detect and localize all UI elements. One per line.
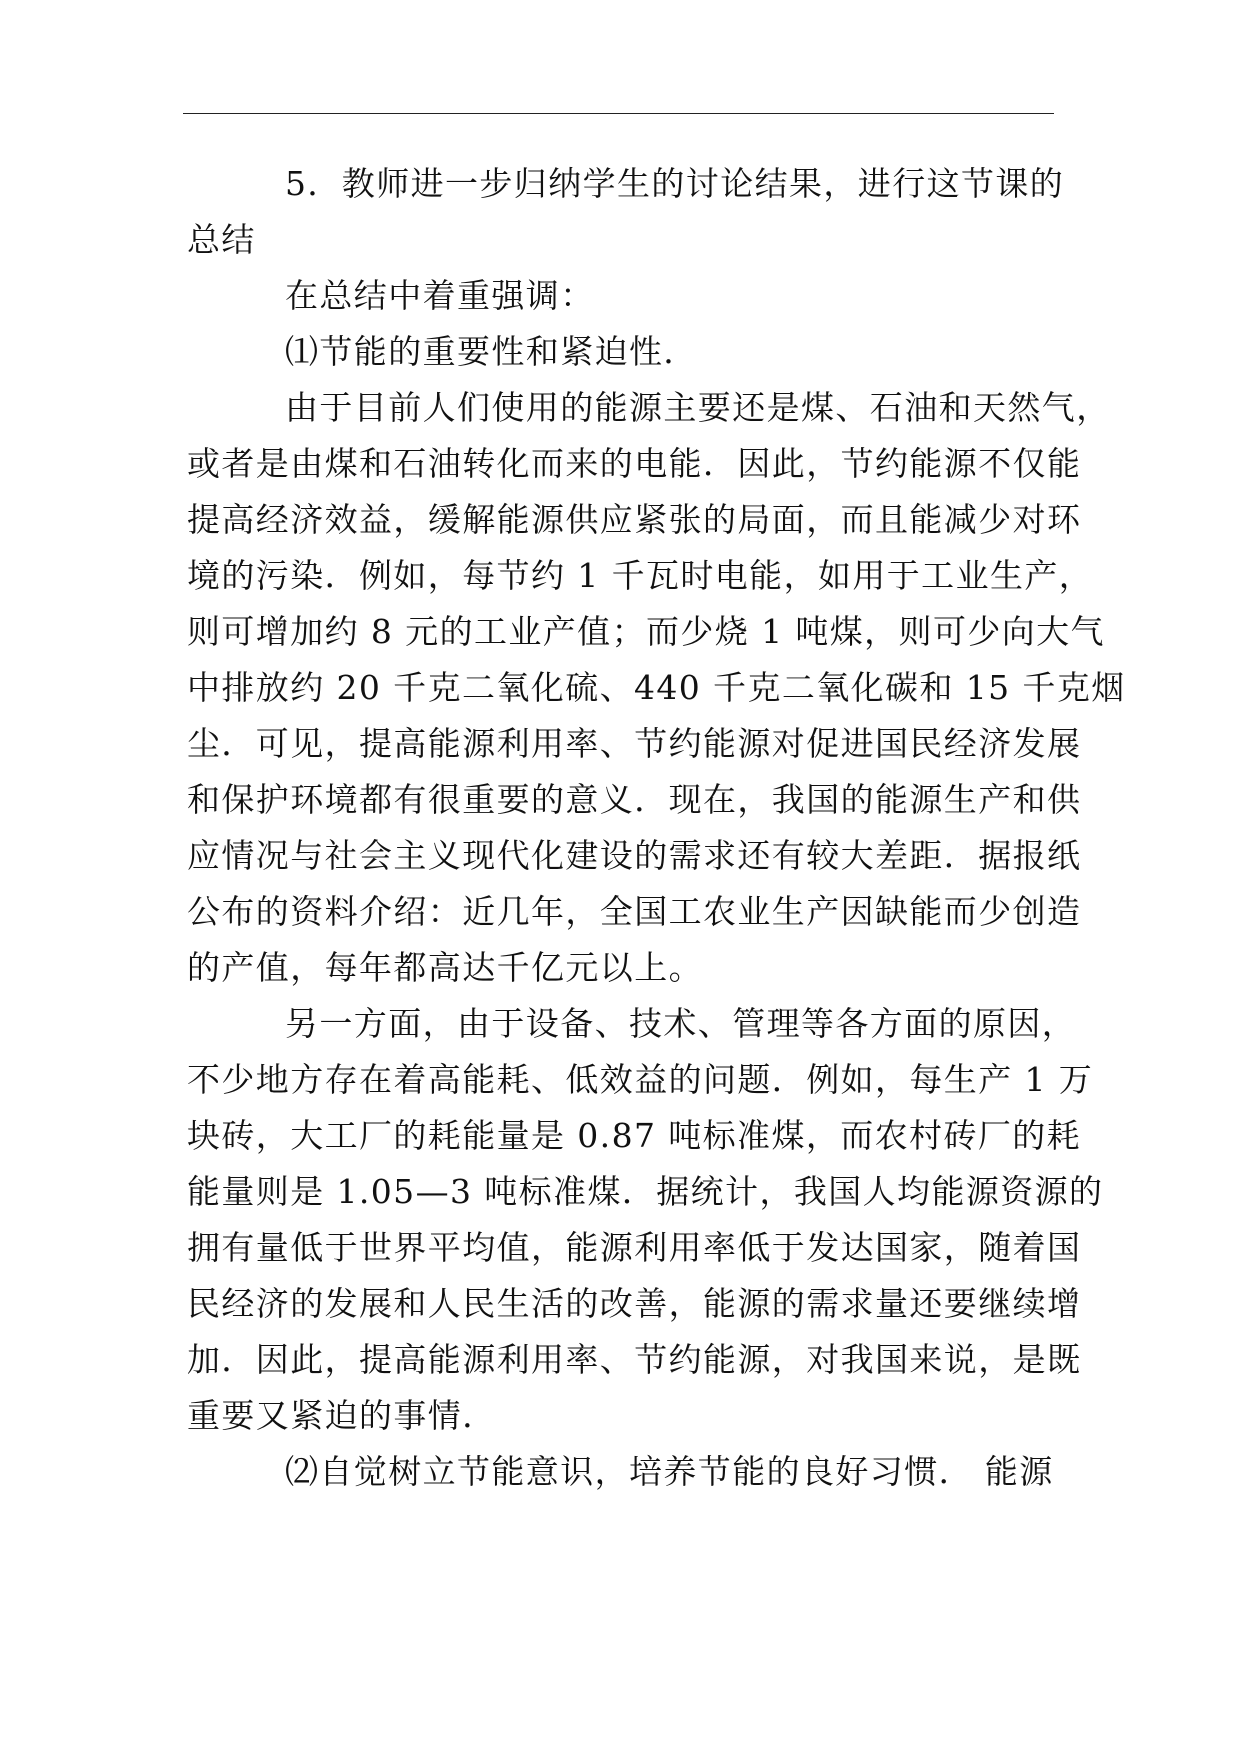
header-rule	[183, 113, 1054, 114]
paragraph-line: 则可增加约 8 元的工业产值；而少烧 1 吨煤，则可少向大气	[187, 612, 1105, 651]
paragraph-line: 能量则是 1.05—3 吨标准煤．据统计，我国人均能源资源的	[187, 1172, 1104, 1211]
paragraph-line: 应情况与社会主义现代化建设的需求还有较大差距．据报纸	[187, 836, 1082, 875]
body-text	[187, 156, 1126, 1500]
paragraph-line: 在总结中着重强调：	[285, 276, 595, 315]
paragraph-line: 块砖，大工厂的耗能量是 0.87 吨标准煤，而农村砖厂的耗	[187, 1116, 1082, 1155]
paragraph-line: 加．因此，提高能源利用率、节约能源，对我国来说，是既	[187, 1340, 1082, 1379]
paragraph-line: ⑴节能的重要性和紧迫性．	[285, 332, 698, 371]
paragraph-line: 的产值，每年都高达千亿元以上。	[187, 948, 703, 987]
paragraph-line: 由于目前人们使用的能源主要还是煤、石油和天然气，	[285, 388, 1111, 427]
paragraph-line: 公布的资料介绍：近几年，全国工农业生产因缺能而少创造	[187, 892, 1082, 931]
paragraph-line: 尘．可见，提高能源利用率、节约能源对促进国民经济发展	[187, 724, 1082, 763]
paragraph-line: 和保护环境都有很重要的意义．现在，我国的能源生产和供	[187, 780, 1082, 819]
paragraph-line: 提高经济效益，缓解能源供应紧张的局面，而且能减少对环	[187, 500, 1082, 539]
paragraph-line: 拥有量低于世界平均值，能源利用率低于发达国家，随着国	[187, 1228, 1082, 1267]
paragraph-line: 不少地方存在着高能耗、低效益的问题．例如，每生产 1 万	[187, 1060, 1094, 1099]
paragraph-line: 民经济的发展和人民生活的改善，能源的需求量还要继续增	[187, 1284, 1082, 1323]
paragraph-line: 境的污染．例如，每节约 1 千瓦时电能，如用于工业生产，	[187, 556, 1094, 595]
paragraph-line: 5．教师进一步归纳学生的讨论结果，进行这节课的	[285, 164, 1065, 203]
paragraph-line: 另一方面，由于设备、技术、管理等各方面的原因，	[285, 1004, 1077, 1043]
paragraph-line: 重要又紧迫的事情．	[187, 1396, 497, 1435]
paragraph-line: 中排放约 20 千克二氧化硫、440 千克二氧化碳和 15 千克烟	[187, 668, 1126, 707]
paragraph-line: ⑵自觉树立节能意识，培养节能的良好习惯． 能源	[285, 1452, 1054, 1491]
paragraph-line: 或者是由煤和石油转化而来的电能．因此，节约能源不仅能	[187, 444, 1082, 483]
paragraph-line: 总结	[187, 220, 256, 259]
